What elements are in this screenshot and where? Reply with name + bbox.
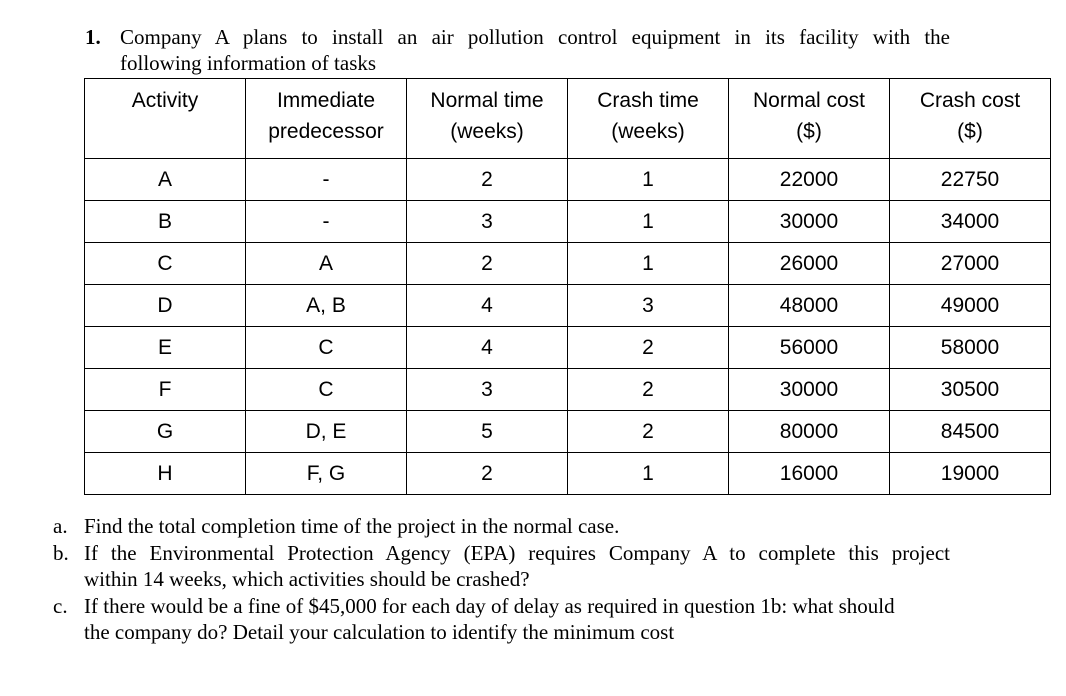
- cell-predecessor: A: [246, 243, 407, 285]
- question-text-line2: following information of tasks: [120, 51, 377, 75]
- cell-crash-time: 1: [568, 243, 729, 285]
- cell-crash-time: 2: [568, 369, 729, 411]
- table-row: [85, 159, 1051, 201]
- cell-normal-time: 2: [407, 159, 568, 201]
- cell-normal-cost: 30000: [729, 369, 890, 411]
- cell-normal-time: 2: [407, 453, 568, 495]
- question-text-line1: Company A plans to install an air pollution control equipment in its facility with the: [120, 25, 950, 49]
- header-line2: predecessor: [268, 120, 384, 143]
- cell-normal-time: 4: [407, 285, 568, 327]
- header-line2: ($): [957, 120, 983, 143]
- header-crash-time: [568, 79, 729, 159]
- subquestion-c-letter: c.: [53, 594, 68, 618]
- subquestion-b-line1: If the Environmental Protection Agency (EPA) requires Company A to complete this project: [84, 541, 950, 565]
- subquestion-a-letter: a.: [53, 514, 68, 538]
- cell-crash-time: 2: [568, 411, 729, 453]
- cell-normal-cost: 48000: [729, 285, 890, 327]
- cell-activity: A: [85, 159, 246, 201]
- cell-crash-cost: 84500: [890, 411, 1051, 453]
- table-row: [85, 411, 1051, 453]
- header-line1: Crash cost: [919, 89, 1021, 112]
- cell-predecessor: F, G: [246, 453, 407, 495]
- cell-normal-time: 2: [407, 243, 568, 285]
- header-normal-cost: [729, 79, 890, 159]
- cell-crash-cost: 19000: [890, 453, 1051, 495]
- cell-crash-cost: 34000: [890, 201, 1051, 243]
- cell-activity: C: [85, 243, 246, 285]
- header-line1: Normal cost: [752, 89, 866, 112]
- table-row: [85, 285, 1051, 327]
- subquestion-c-line1: If there would be a fine of $45,000 for each day of delay as required in question 1b: what should: [84, 594, 895, 618]
- table-row: [85, 369, 1051, 411]
- cell-normal-cost: 80000: [729, 411, 890, 453]
- cell-normal-cost: 16000: [729, 453, 890, 495]
- table-row: [85, 201, 1051, 243]
- cell-normal-time: 4: [407, 327, 568, 369]
- cell-crash-cost: 30500: [890, 369, 1051, 411]
- header-line1: Normal time: [430, 89, 544, 112]
- cell-normal-time: 3: [407, 201, 568, 243]
- cell-predecessor: A, B: [246, 285, 407, 327]
- cell-predecessor: -: [246, 201, 407, 243]
- cell-activity: G: [85, 411, 246, 453]
- cell-crash-cost: 49000: [890, 285, 1051, 327]
- cell-crash-time: 1: [568, 453, 729, 495]
- header-line2: (weeks): [611, 120, 685, 143]
- header-predecessor: [246, 79, 407, 159]
- cell-crash-time: 2: [568, 327, 729, 369]
- cell-activity: E: [85, 327, 246, 369]
- cell-predecessor: -: [246, 159, 407, 201]
- cell-activity: H: [85, 453, 246, 495]
- header-line2: (weeks): [450, 120, 524, 143]
- cell-crash-time: 3: [568, 285, 729, 327]
- subquestion-c-line2: the company do? Detail your calculation to identify the minimum cost: [84, 620, 675, 644]
- header-activity: [85, 79, 246, 159]
- cell-crash-cost: 58000: [890, 327, 1051, 369]
- cell-predecessor: C: [246, 327, 407, 369]
- header-line1: Immediate: [276, 89, 376, 112]
- subquestion-a-line1: Find the total completion time of the project in the normal case.: [84, 514, 620, 538]
- cell-activity: D: [85, 285, 246, 327]
- cell-predecessor: C: [246, 369, 407, 411]
- cell-crash-cost: 22750: [890, 159, 1051, 201]
- table-row: [85, 243, 1051, 285]
- cell-normal-cost: 26000: [729, 243, 890, 285]
- cell-predecessor: D, E: [246, 411, 407, 453]
- header-line1: Activity: [131, 89, 199, 112]
- cell-crash-cost: 27000: [890, 243, 1051, 285]
- header-line1: Crash time: [597, 89, 699, 112]
- header-normal-time: [407, 79, 568, 159]
- cell-normal-cost: 56000: [729, 327, 890, 369]
- cell-crash-time: 1: [568, 159, 729, 201]
- table-header-row: [85, 79, 1051, 159]
- subquestion-b-line2: within 14 weeks, which activities should be crashed?: [84, 567, 530, 591]
- subquestion-b-letter: b.: [53, 541, 69, 565]
- cell-normal-cost: 22000: [729, 159, 890, 201]
- header-line2: ($): [796, 120, 822, 143]
- cell-activity: F: [85, 369, 246, 411]
- header-crash-cost: [890, 79, 1051, 159]
- table-row: [85, 327, 1051, 369]
- table-row: [85, 453, 1051, 495]
- task-table: [84, 78, 1051, 495]
- cell-activity: B: [85, 201, 246, 243]
- cell-normal-time: 3: [407, 369, 568, 411]
- cell-normal-time: 5: [407, 411, 568, 453]
- cell-normal-cost: 30000: [729, 201, 890, 243]
- cell-crash-time: 1: [568, 201, 729, 243]
- question-number: 1.: [85, 25, 101, 49]
